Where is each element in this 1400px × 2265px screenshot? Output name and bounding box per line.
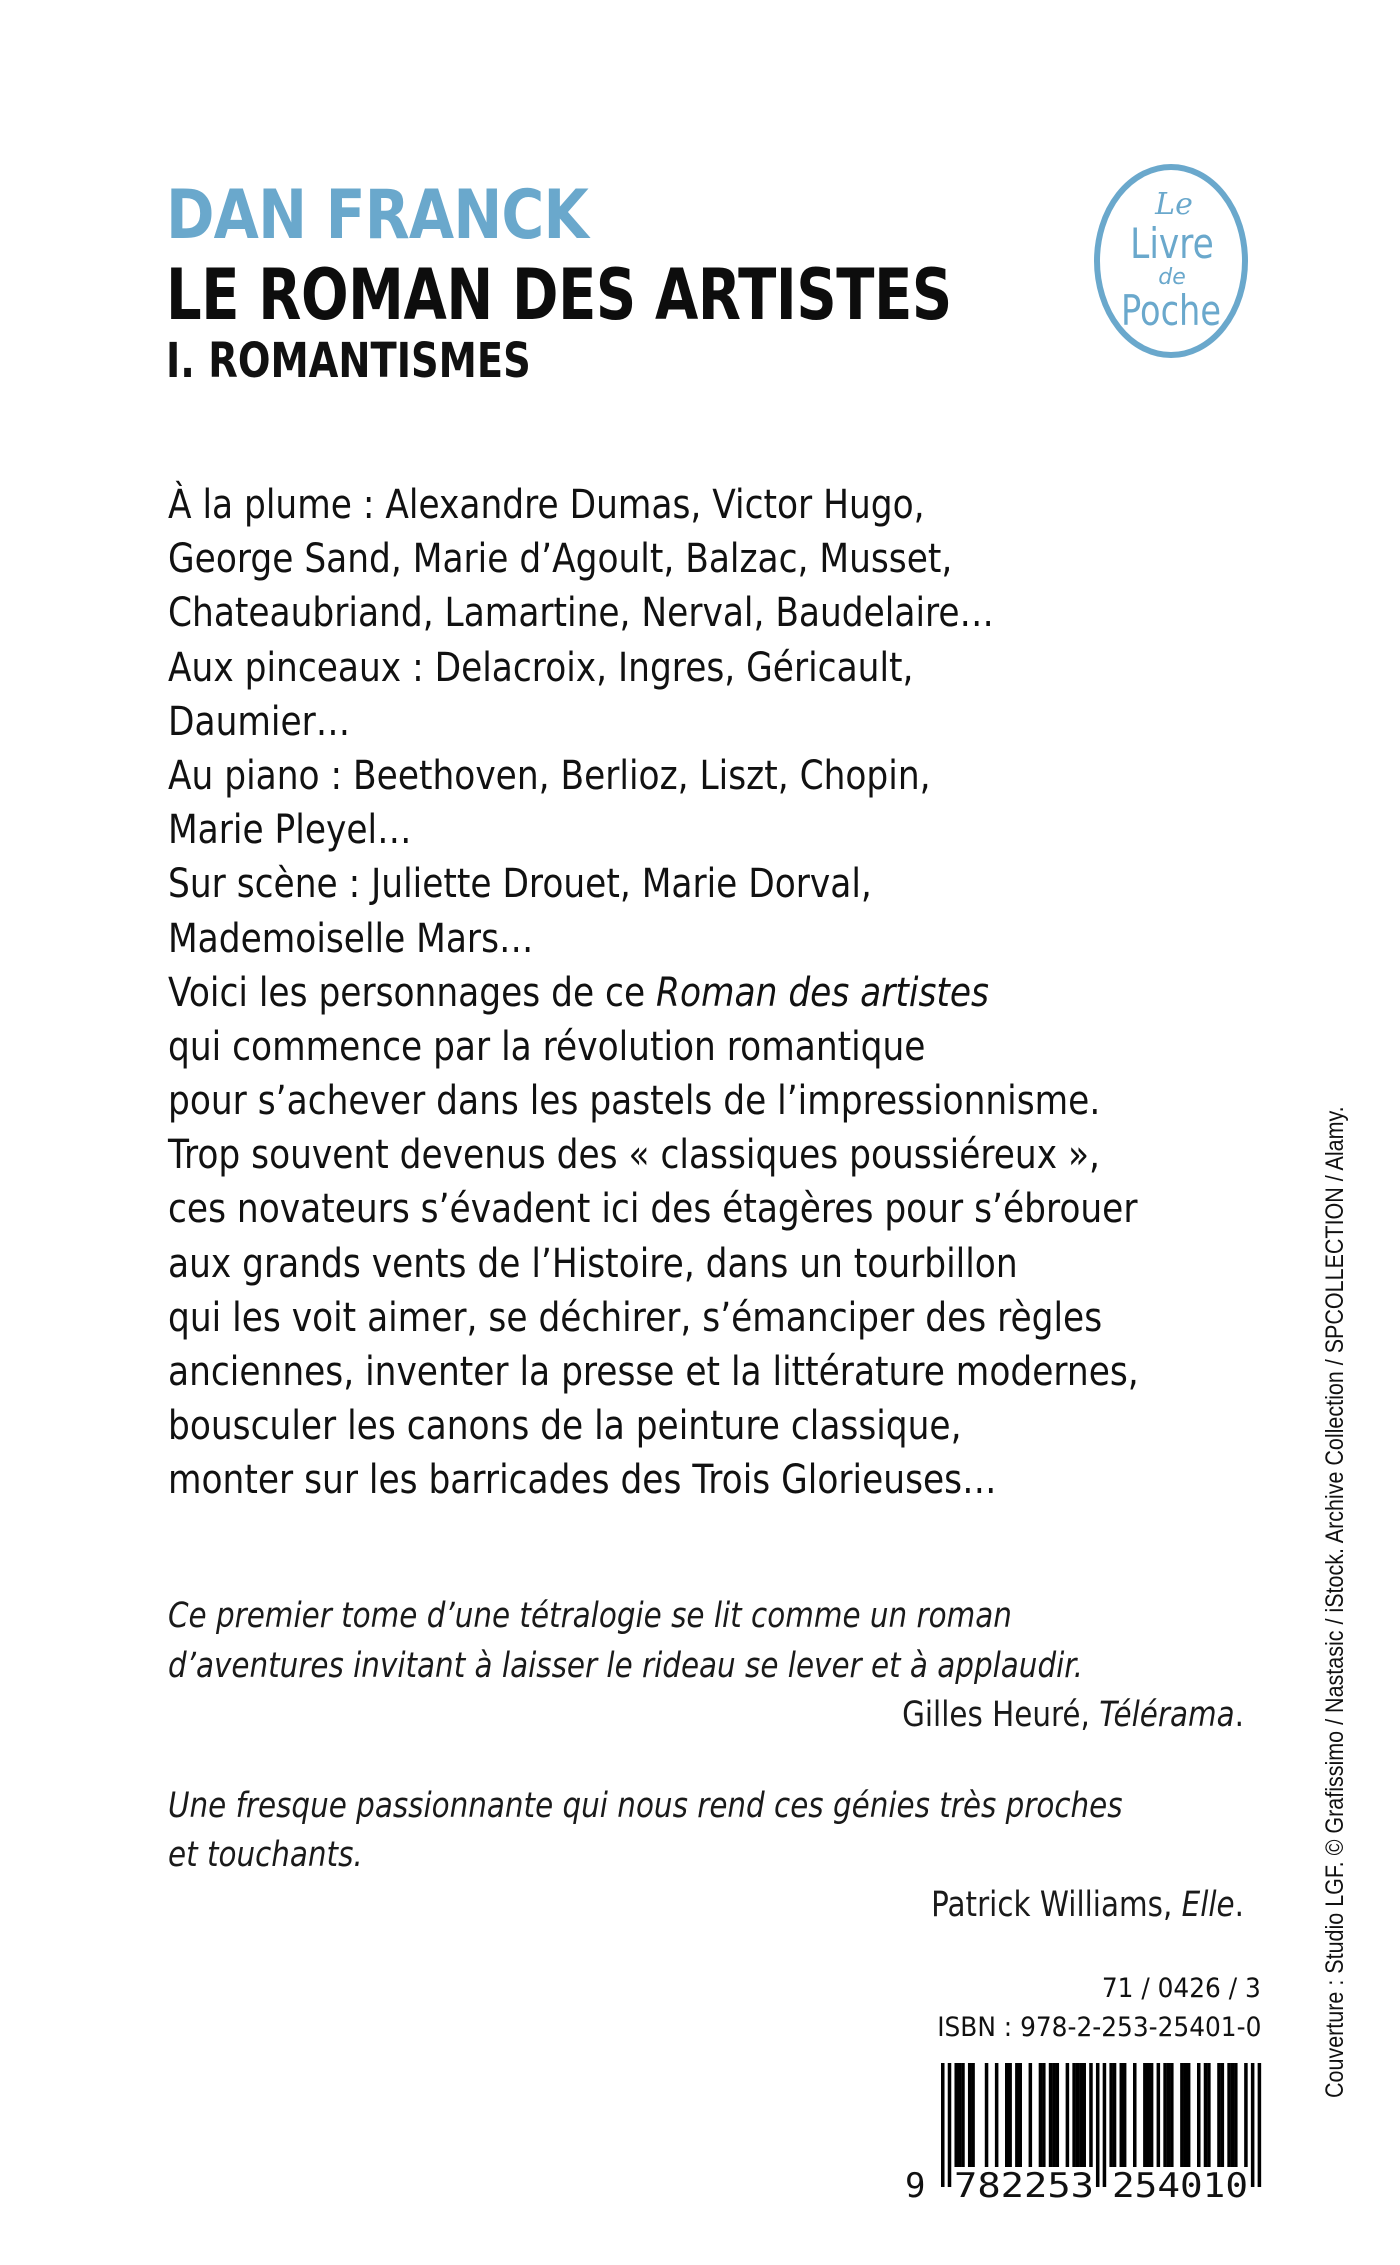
quote-end: . (1234, 1884, 1244, 1925)
quote-attribution (340, 1691, 1244, 1741)
press-quote-elle (168, 1782, 1244, 1931)
barcode-left-digits: 782253 (954, 2166, 1094, 2206)
spacer (168, 1741, 1244, 1782)
press-quotes (168, 1592, 1244, 1930)
blurb-line: Trop souvent devenus des « classiques poussiéreux », (168, 1132, 1100, 1179)
blurb-line: Marie Pleyel… (168, 807, 412, 854)
blurb-line: Aux pinceaux : Delacroix, Ingres, Géricault, (168, 644, 914, 691)
cover-credit: Couverture : Studio LGF. © Grafissimo / Nastasic / iStock. Archive Collection / SPCOLLECTION / Alamy. (1321, 1106, 1349, 2098)
blurb-line: ces novateurs s’évadent ici des étagères pour s’ébrouer (168, 1186, 1138, 1233)
book-title: LE ROMAN DES ARTISTES (166, 254, 952, 336)
logo-text-poche: Poche (1120, 286, 1222, 335)
volume-subtitle: I. ROMANTISMES (166, 333, 531, 389)
back-cover-blurb (168, 478, 1288, 1508)
blurb-line: aux grands vents de l’Histoire, dans un tourbillon (168, 1240, 1018, 1287)
italic-book-title: Roman des artistes (656, 969, 989, 1016)
quote-line: d’aventures invitant à laisser le rideau se lever et à applaudir. (168, 1645, 1084, 1686)
quote-attribution (340, 1881, 1244, 1931)
blurb-line: bousculer les canons de la peinture classique, (168, 1403, 962, 1450)
blurb-line-with-title (168, 966, 1131, 1020)
press-quote-telerama (168, 1592, 1244, 1741)
blurb-line: monter sur les barricades des Trois Glorieuses… (168, 1457, 997, 1504)
quote-line: Ce premier tome d’une tétralogie se lit comme un roman (168, 1596, 1012, 1636)
logo-oval-icon (1092, 162, 1252, 360)
isbn-number: ISBN : 978-2-253-25401-0 (936, 2012, 1261, 2043)
quote-end: . (1234, 1695, 1244, 1735)
barcode-lead-digit: 9 (905, 2166, 926, 2206)
blurb-text: Voici les personnages de ce (168, 969, 657, 1016)
le-livre-de-poche-logo (1092, 162, 1252, 360)
quote-line: Une fresque passionnante qui nous rend ces génies très proches (168, 1785, 1123, 1826)
blurb-line: qui les voit aimer, se déchirer, s’émanciper des règles (168, 1294, 1103, 1341)
author-name: DAN FRANCK (166, 176, 588, 255)
logo-text-le: Le (1155, 187, 1193, 222)
blurb-line: Chateaubriand, Lamartine, Nerval, Baudelaire… (168, 590, 994, 637)
blurb-line: George Sand, Marie d’Agoult, Balzac, Musset, (168, 536, 953, 583)
blurb-line: Mademoiselle Mars… (168, 915, 534, 962)
blurb-line: qui commence par la révolution romantique (168, 1023, 926, 1070)
quote-line: et touchants. (168, 1835, 363, 1875)
logo-text-livre: Livre (1130, 219, 1214, 269)
barcode-right-digits: 254010 (1112, 2166, 1248, 2206)
blurb-line: anciennes, inventer la presse et la littérature modernes, (168, 1349, 1139, 1395)
blurb-line: pour s’achever dans les pastels de l’impressionnisme. (168, 1078, 1101, 1125)
blurb-line: À la plume : Alexandre Dumas, Victor Hugo, (168, 482, 925, 528)
blurb-line: Au piano : Beethoven, Berlioz, Liszt, Chopin, (168, 752, 931, 799)
barcode-icon (900, 2060, 1270, 2210)
quote-author: Patrick Williams, (931, 1884, 1182, 1925)
catalog-code: 71 / 0426 / 3 (1102, 1973, 1261, 2004)
logo-text-de: de (1158, 265, 1186, 290)
quote-source: Télérama (1099, 1695, 1235, 1735)
blurb-line: Sur scène : Juliette Drouet, Marie Dorval, (168, 861, 872, 908)
blurb-line: Daumier… (168, 698, 351, 745)
quote-source: Elle (1181, 1884, 1235, 1925)
quote-author: Gilles Heuré, (902, 1695, 1100, 1735)
ean-barcode (900, 2060, 1270, 2210)
